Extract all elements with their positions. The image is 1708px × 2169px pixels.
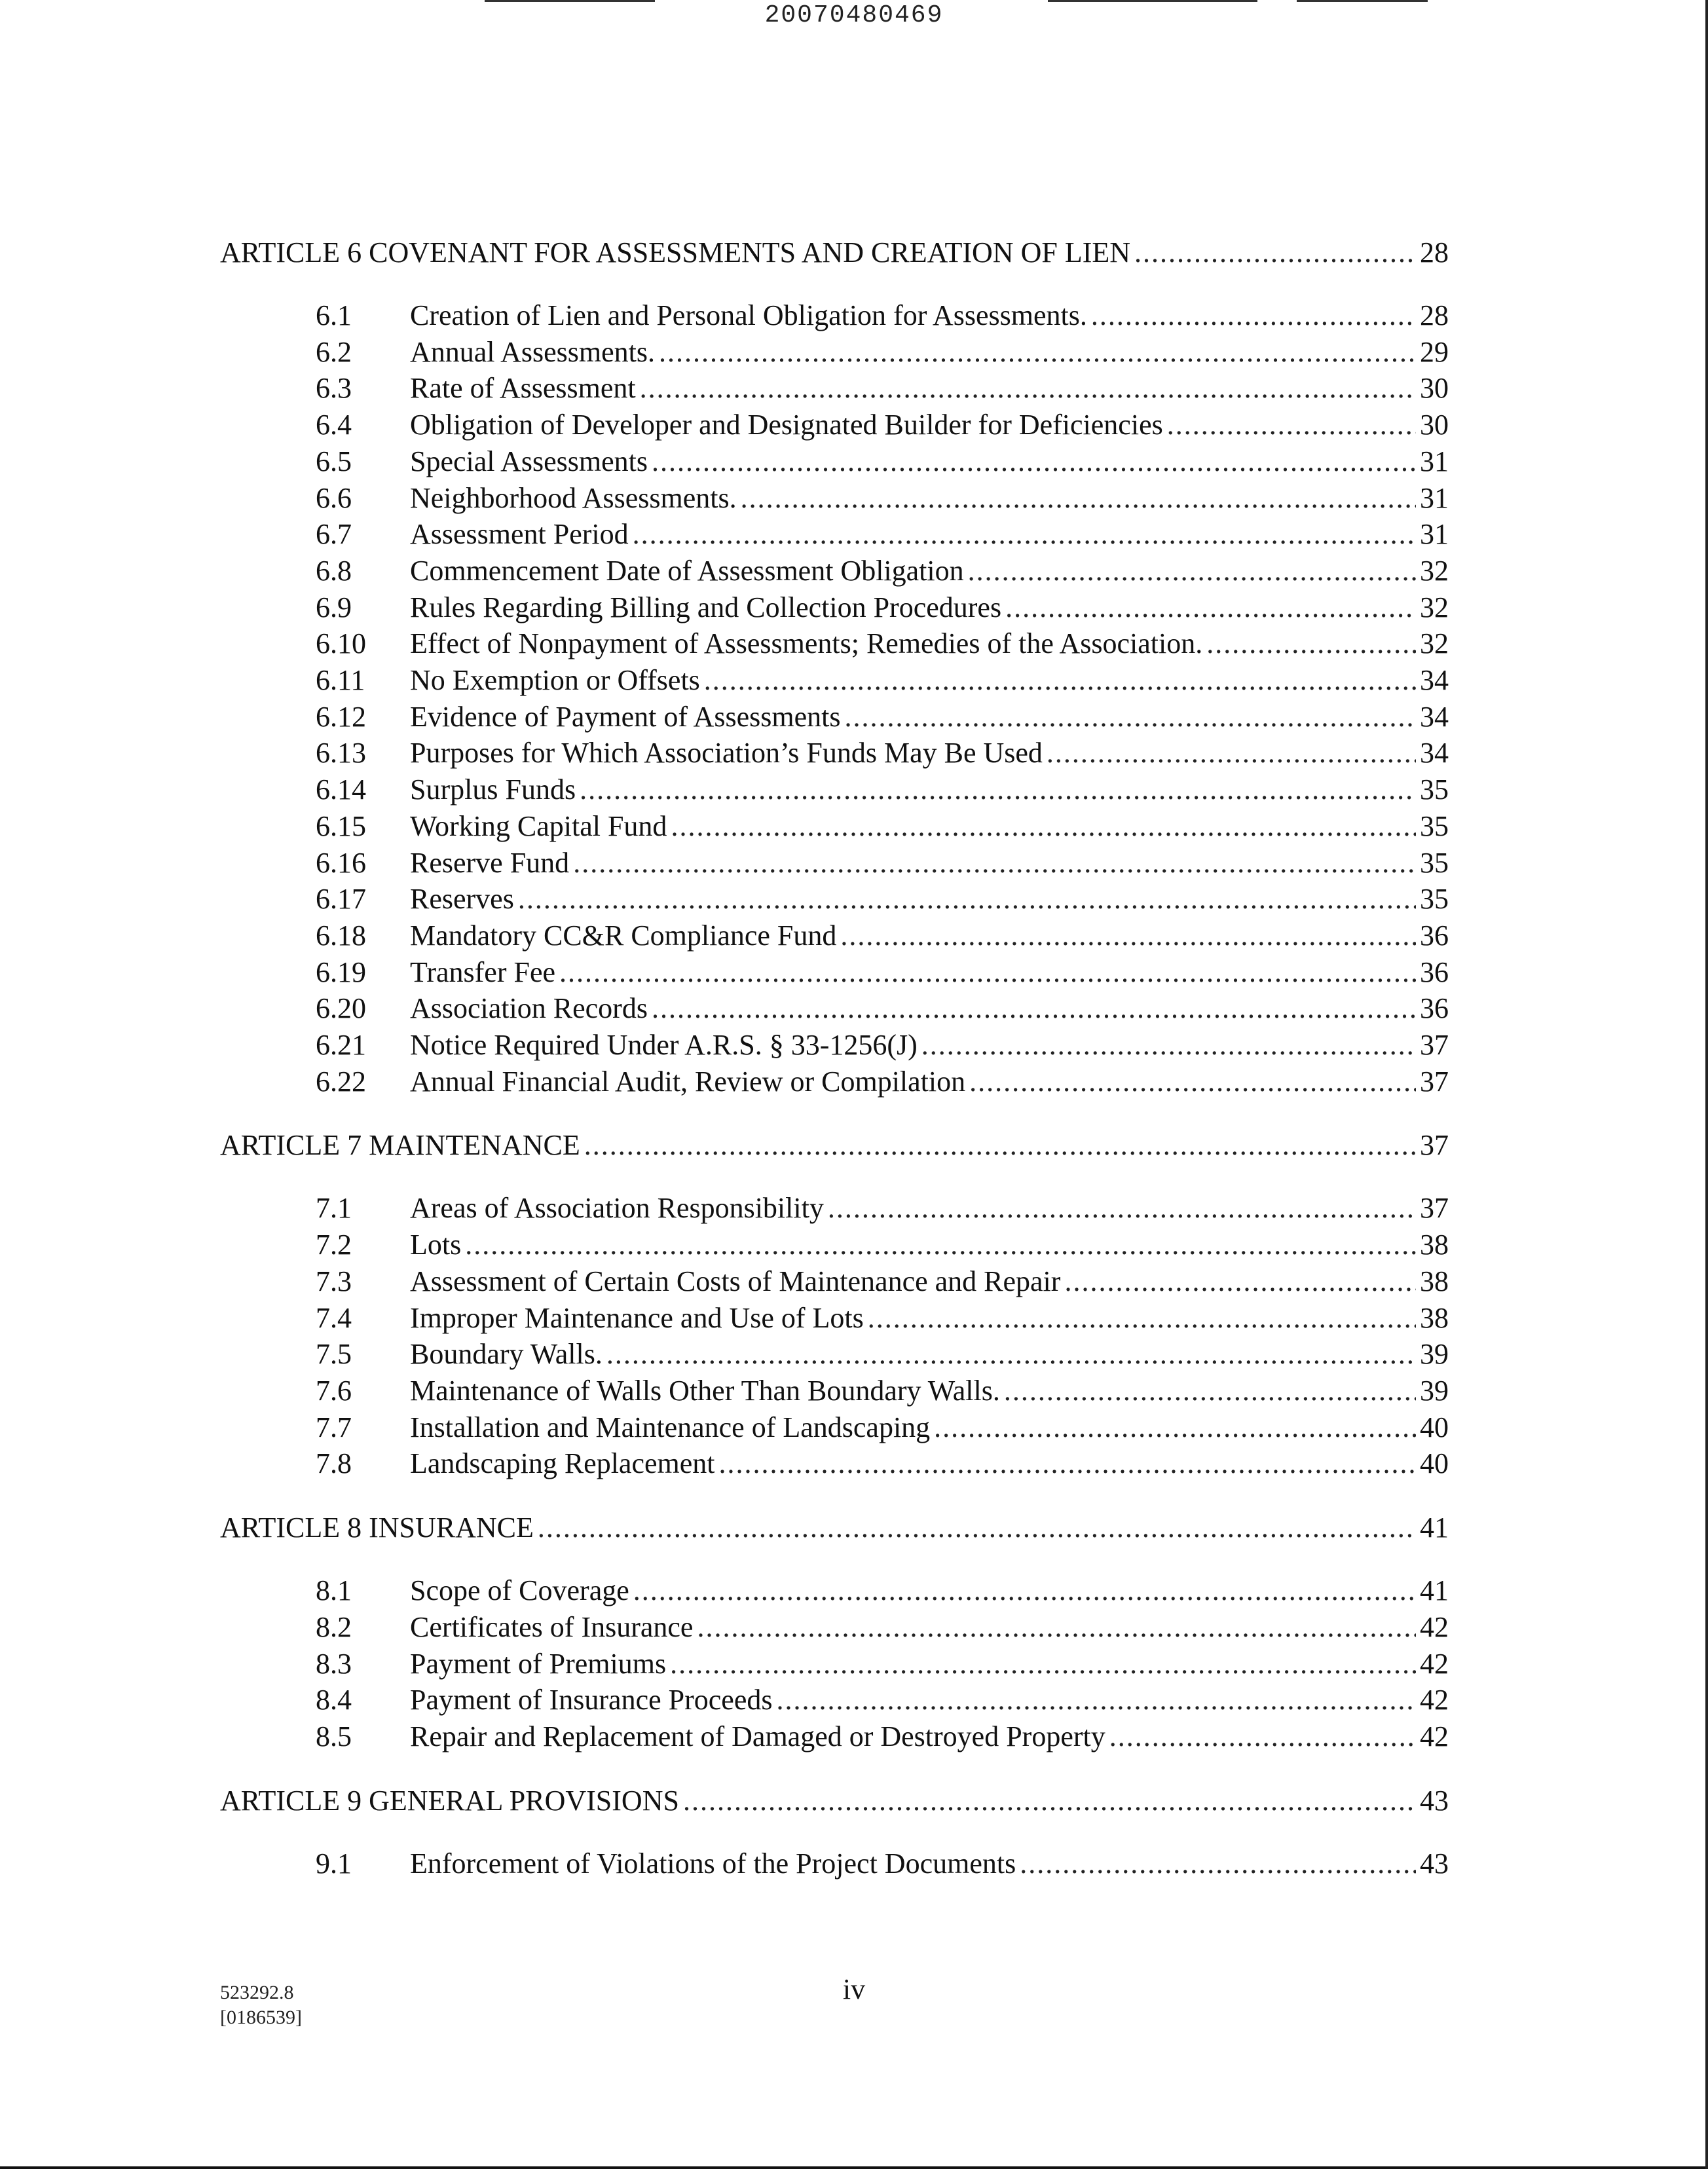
section-entry xyxy=(220,370,1449,407)
section-title: Commencement Date of Assessment Obligation xyxy=(410,554,964,587)
section-entry xyxy=(220,1336,1449,1373)
section-page-number: 32 xyxy=(1420,554,1449,587)
section-page-number: 38 xyxy=(1420,1229,1449,1261)
document-id: 523292.8 xyxy=(220,1982,294,2003)
section-page-number: 35 xyxy=(1420,883,1449,916)
section-title: Annual Financial Audit, Review or Compilation xyxy=(410,1065,966,1098)
section-title: Assessment Period xyxy=(410,518,629,551)
scan-border-bottom xyxy=(0,2166,1708,2169)
scan-border-right xyxy=(1705,0,1708,2169)
section-number: 7.1 xyxy=(316,1192,352,1225)
section-number: 8.3 xyxy=(316,1647,352,1680)
section-number: 6.4 xyxy=(316,409,352,441)
section-title: Improper Maintenance and Use of Lots xyxy=(410,1301,864,1334)
section-entry xyxy=(220,808,1449,845)
section-title: Evidence of Payment of Assessments xyxy=(410,700,841,733)
section-page-number: 34 xyxy=(1420,737,1449,769)
section-title: Boundary Walls. xyxy=(410,1338,603,1371)
dot-leader xyxy=(652,990,1416,1027)
dot-leader xyxy=(652,443,1416,480)
section-entry xyxy=(220,1572,1449,1609)
section-entry xyxy=(220,845,1449,881)
section-entry xyxy=(220,1646,1449,1682)
dot-leader xyxy=(573,845,1416,881)
section-title: Payment of Insurance Proceeds xyxy=(410,1684,773,1716)
dot-leader xyxy=(718,1445,1416,1482)
dot-leader xyxy=(741,480,1416,517)
section-page-number: 37 xyxy=(1420,1065,1449,1098)
section-title: Maintenance of Walls Other Than Boundary Walls. xyxy=(410,1374,1000,1407)
client-matter-id: [0186539] xyxy=(220,2007,302,2028)
section-title: Creation of Lien and Personal Obligation for Assessments. xyxy=(410,299,1087,331)
section-list xyxy=(220,1572,1449,1755)
section-title: Scope of Coverage xyxy=(410,1574,629,1607)
section-page-number: 30 xyxy=(1420,372,1449,405)
dot-leader xyxy=(776,1682,1416,1718)
article-title: ARTICLE 9 GENERAL PROVISIONS xyxy=(220,1784,679,1817)
section-entry xyxy=(220,1445,1449,1482)
section-number: 6.16 xyxy=(316,846,366,879)
dot-leader xyxy=(1020,1845,1416,1882)
section-entry xyxy=(220,1682,1449,1718)
section-number: 6.3 xyxy=(316,372,352,405)
section-entry xyxy=(220,480,1449,517)
dot-leader xyxy=(538,1510,1416,1546)
section-number: 7.7 xyxy=(316,1411,352,1443)
article-page-number: 41 xyxy=(1420,1511,1449,1544)
dot-leader xyxy=(844,699,1416,735)
section-page-number: 39 xyxy=(1420,1374,1449,1407)
dot-leader xyxy=(670,1646,1416,1682)
dot-leader xyxy=(633,1572,1416,1609)
section-entry xyxy=(220,625,1449,662)
section-page-number: 30 xyxy=(1420,409,1449,441)
article-heading xyxy=(220,1510,1449,1546)
dot-leader xyxy=(697,1609,1416,1646)
section-page-number: 42 xyxy=(1420,1610,1449,1643)
article-title: ARTICLE 7 MAINTENANCE xyxy=(220,1129,580,1162)
section-page-number: 36 xyxy=(1420,992,1449,1025)
dot-leader xyxy=(659,334,1416,371)
article-title: ARTICLE 6 COVENANT FOR ASSESSMENTS AND CREATION OF LIEN xyxy=(220,236,1130,269)
section-entry xyxy=(220,1263,1449,1300)
dot-leader xyxy=(921,1027,1416,1064)
section-title: Obligation of Developer and Designated Builder for Deficiencies xyxy=(410,409,1163,441)
section-title: Reserves xyxy=(410,883,514,916)
dot-leader xyxy=(828,1190,1416,1227)
dot-leader xyxy=(671,808,1416,845)
section-number: 6.8 xyxy=(316,554,352,587)
section-title: Installation and Maintenance of Landscaping xyxy=(410,1411,931,1443)
section-entry xyxy=(220,918,1449,954)
dot-leader xyxy=(1064,1263,1416,1300)
section-entry xyxy=(220,990,1449,1027)
section-page-number: 34 xyxy=(1420,664,1449,697)
section-number: 9.1 xyxy=(316,1847,352,1880)
section-entry xyxy=(220,516,1449,553)
section-page-number: 35 xyxy=(1420,809,1449,842)
section-number: 6.9 xyxy=(316,591,352,623)
section-number: 7.4 xyxy=(316,1301,352,1334)
dot-leader xyxy=(934,1409,1416,1446)
section-title: Surplus Funds xyxy=(410,773,576,806)
section-title: Lots xyxy=(410,1229,462,1261)
section-entry xyxy=(220,699,1449,735)
section-number: 6.2 xyxy=(316,335,352,368)
section-list xyxy=(220,1190,1449,1482)
recording-number: 20070480469 xyxy=(764,1,944,29)
section-title: Effect of Nonpayment of Assessments; Remedies of the Association. xyxy=(410,627,1203,660)
article-title: ARTICLE 8 INSURANCE xyxy=(220,1511,534,1544)
dot-leader xyxy=(1047,735,1416,771)
section-number: 6.21 xyxy=(316,1029,366,1062)
section-entry xyxy=(220,1609,1449,1646)
table-of-contents xyxy=(220,234,1449,1909)
section-title: Reserve Fund xyxy=(410,846,570,879)
section-entry xyxy=(220,954,1449,991)
section-page-number: 32 xyxy=(1420,627,1449,660)
section-title: Rules Regarding Billing and Collection Procedures xyxy=(410,591,1002,623)
dot-leader xyxy=(584,1127,1416,1164)
section-page-number: 31 xyxy=(1420,518,1449,551)
dot-leader xyxy=(1167,407,1416,443)
section-number: 6.20 xyxy=(316,992,366,1025)
article-page-number: 37 xyxy=(1420,1129,1449,1162)
section-number: 6.12 xyxy=(316,700,366,733)
article-page-number: 28 xyxy=(1420,236,1449,269)
section-page-number: 38 xyxy=(1420,1301,1449,1334)
article-page-number: 43 xyxy=(1420,1784,1449,1817)
section-entry xyxy=(220,1027,1449,1064)
section-page-number: 35 xyxy=(1420,773,1449,806)
section-entry xyxy=(220,771,1449,808)
section-number: 8.1 xyxy=(316,1574,352,1607)
section-title: Payment of Premiums xyxy=(410,1647,667,1680)
section-page-number: 36 xyxy=(1420,919,1449,952)
section-page-number: 37 xyxy=(1420,1029,1449,1062)
section-page-number: 41 xyxy=(1420,1574,1449,1607)
dot-leader xyxy=(968,553,1416,589)
section-number: 6.7 xyxy=(316,518,352,551)
section-title: Working Capital Fund xyxy=(410,809,667,842)
section-title: Transfer Fee xyxy=(410,955,555,988)
section-number: 6.5 xyxy=(316,445,352,477)
dot-leader xyxy=(1005,589,1416,626)
section-number: 7.5 xyxy=(316,1338,352,1371)
section-entry xyxy=(220,407,1449,443)
section-title: Neighborhood Assessments. xyxy=(410,481,737,514)
dot-leader xyxy=(465,1227,1416,1263)
section-entry xyxy=(220,662,1449,699)
section-entry xyxy=(220,1718,1449,1755)
section-number: 8.2 xyxy=(316,1610,352,1643)
section-number: 7.8 xyxy=(316,1447,352,1480)
section-title: Rate of Assessment xyxy=(410,372,636,405)
section-title: Certificates of Insurance xyxy=(410,1610,694,1643)
section-page-number: 40 xyxy=(1420,1447,1449,1480)
dot-leader xyxy=(559,954,1416,991)
section-entry xyxy=(220,1064,1449,1100)
section-title: Areas of Association Responsibility xyxy=(410,1192,824,1225)
section-list xyxy=(220,297,1449,1100)
section-number: 6.6 xyxy=(316,481,352,514)
section-page-number: 37 xyxy=(1420,1192,1449,1225)
section-title: Landscaping Replacement xyxy=(410,1447,715,1480)
section-entry xyxy=(220,553,1449,589)
section-number: 6.10 xyxy=(316,627,366,660)
dot-leader xyxy=(580,771,1416,808)
section-number: 7.2 xyxy=(316,1229,352,1261)
dot-leader xyxy=(969,1064,1416,1100)
section-number: 6.11 xyxy=(316,664,365,697)
section-entry xyxy=(220,1227,1449,1263)
section-entry xyxy=(220,589,1449,626)
dot-leader xyxy=(1206,625,1416,662)
section-entry xyxy=(220,443,1449,480)
section-page-number: 29 xyxy=(1420,335,1449,368)
section-number: 6.13 xyxy=(316,737,366,769)
section-page-number: 38 xyxy=(1420,1265,1449,1297)
section-title: Assessment of Certain Costs of Maintenance and Repair xyxy=(410,1265,1061,1297)
section-entry xyxy=(220,1190,1449,1227)
section-number: 6.17 xyxy=(316,883,366,916)
section-number: 6.18 xyxy=(316,919,366,952)
section-number: 6.15 xyxy=(316,809,366,842)
section-number: 8.5 xyxy=(316,1720,352,1752)
section-number: 8.4 xyxy=(316,1684,352,1716)
section-number: 6.19 xyxy=(316,955,366,988)
section-page-number: 34 xyxy=(1420,700,1449,733)
section-number: 6.22 xyxy=(316,1065,366,1098)
section-title: Notice Required Under A.R.S. § 33-1256(J) xyxy=(410,1029,918,1062)
section-number: 6.14 xyxy=(316,773,366,806)
dot-leader xyxy=(683,1783,1416,1819)
section-entry xyxy=(220,1409,1449,1446)
section-page-number: 32 xyxy=(1420,591,1449,623)
section-title: Enforcement of Violations of the Project Documents xyxy=(410,1847,1016,1880)
dot-leader xyxy=(704,662,1416,699)
section-entry xyxy=(220,735,1449,771)
dot-leader xyxy=(1134,234,1416,271)
section-title: No Exemption or Offsets xyxy=(410,664,700,697)
section-entry xyxy=(220,881,1449,918)
section-entry xyxy=(220,1300,1449,1337)
dot-leader xyxy=(1091,297,1416,334)
article-heading xyxy=(220,234,1449,271)
section-page-number: 40 xyxy=(1420,1411,1449,1443)
dot-leader xyxy=(640,370,1416,407)
dot-leader xyxy=(633,516,1416,553)
section-page-number: 36 xyxy=(1420,955,1449,988)
section-entry xyxy=(220,1845,1449,1882)
section-title: Repair and Replacement of Damaged or Destroyed Property xyxy=(410,1720,1105,1752)
page-number: iv xyxy=(842,1973,866,2005)
section-page-number: 42 xyxy=(1420,1684,1449,1716)
section-page-number: 31 xyxy=(1420,445,1449,477)
section-number: 6.1 xyxy=(316,299,352,331)
section-page-number: 35 xyxy=(1420,846,1449,879)
section-entry xyxy=(220,334,1449,371)
dot-leader xyxy=(606,1336,1416,1373)
section-page-number: 28 xyxy=(1420,299,1449,331)
section-entry xyxy=(220,297,1449,334)
section-title: Association Records xyxy=(410,992,648,1025)
section-number: 7.3 xyxy=(316,1265,352,1297)
dot-leader xyxy=(1109,1718,1416,1755)
section-title: Special Assessments xyxy=(410,445,648,477)
section-entry xyxy=(220,1373,1449,1409)
dot-leader xyxy=(1004,1373,1416,1409)
section-page-number: 39 xyxy=(1420,1338,1449,1371)
article-heading xyxy=(220,1783,1449,1819)
section-page-number: 42 xyxy=(1420,1720,1449,1752)
section-title: Mandatory CC&R Compliance Fund xyxy=(410,919,837,952)
section-title: Purposes for Which Association’s Funds May Be Used xyxy=(410,737,1043,769)
section-list xyxy=(220,1845,1449,1882)
section-page-number: 42 xyxy=(1420,1647,1449,1680)
dot-leader xyxy=(868,1300,1416,1337)
dot-leader xyxy=(518,881,1416,918)
section-page-number: 43 xyxy=(1420,1847,1449,1880)
section-title: Annual Assessments. xyxy=(410,335,655,368)
section-page-number: 31 xyxy=(1420,481,1449,514)
dot-leader xyxy=(840,918,1416,954)
section-number: 7.6 xyxy=(316,1374,352,1407)
article-heading xyxy=(220,1127,1449,1164)
